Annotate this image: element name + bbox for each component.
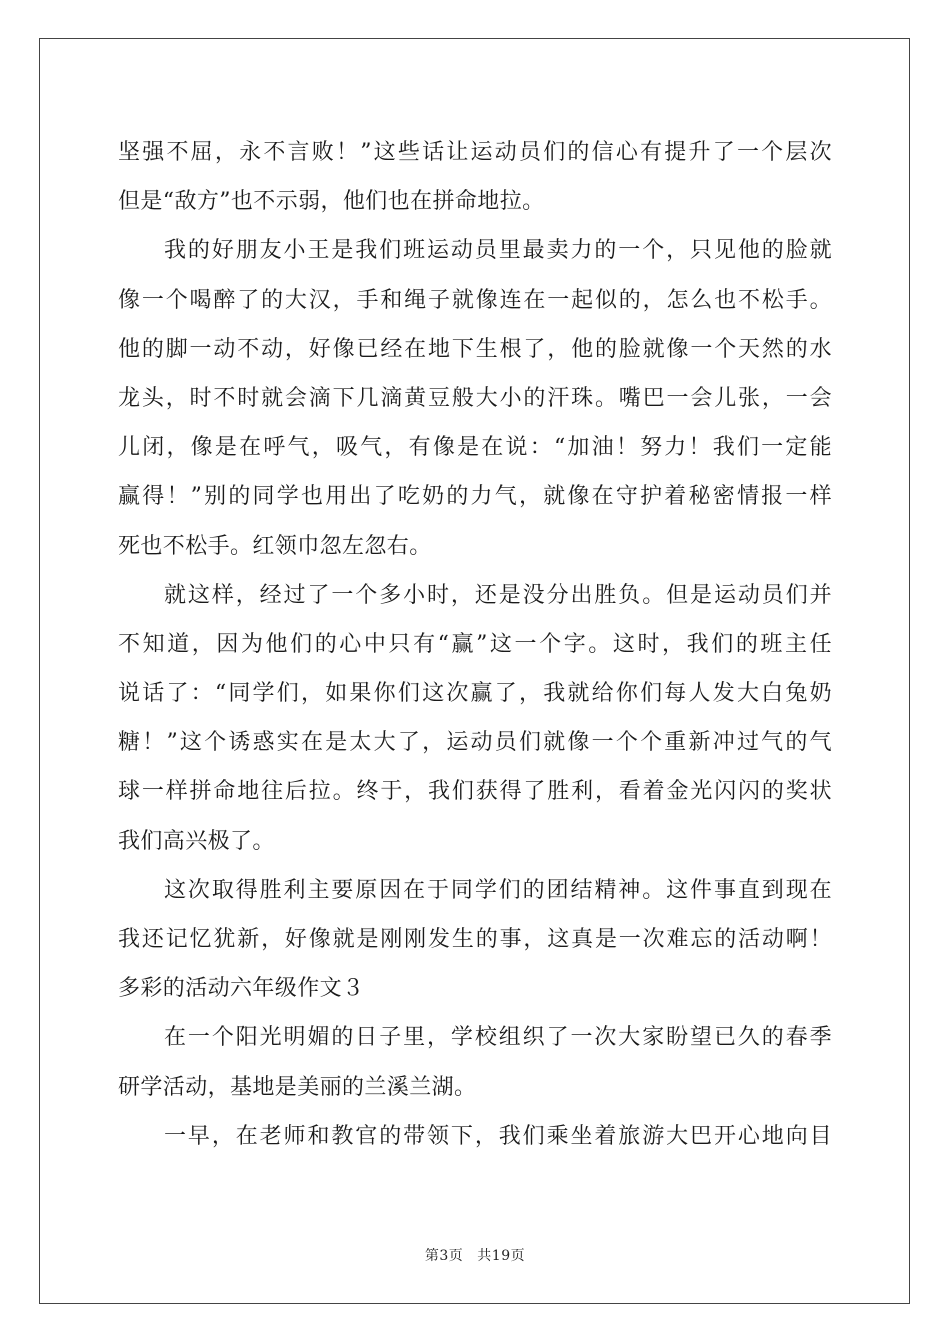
text-line: 儿闭，像是在呼气，吸气，有像是在说：“加油！努力！我们一定能 — [118, 435, 832, 461]
paragraph-start-line: 我的好朋友小王是我们班运动员里最卖力的一个，只见他的脸就 — [164, 238, 832, 264]
text-line: 不知道，因为他们的心中只有“赢”这一个字。这时，我们的班主任 — [118, 631, 832, 657]
section-heading: 多彩的活动六年级作文３ — [118, 976, 365, 1002]
text-line: 像一个喝醉了的大汉，手和绳子就像连在一起似的，怎么也不松手。 — [118, 287, 832, 313]
text-line: 研学活动，基地是美丽的兰溪兰湖。 — [118, 1074, 477, 1100]
text-line: 我还记忆犹新，好像就是刚刚发生的事，这真是一次难忘的活动啊！ — [118, 927, 832, 952]
paragraph-start-line: 这次取得胜利主要原因在于同学们的团结精神。这件事直到现在 — [164, 877, 832, 903]
paragraph-start-line: 就这样，经过了一个多小时，还是没分出胜负。但是运动员们并 — [164, 582, 832, 608]
text-line: 球一样拼命地往后拉。终于，我们获得了胜利，看着金光闪闪的奖状 — [118, 779, 832, 805]
document-body — [118, 128, 832, 1161]
page-number: 第3页 — [424, 1248, 464, 1264]
paragraph-start-line: 一早，在老师和教官的带领下，我们乘坐着旅游大巴开心地向目 — [164, 1123, 832, 1149]
text-line: 但是“敌方”也不示弱，他们也在拼命地拉。 — [118, 189, 545, 215]
text-line: 糖！”这个诱惑实在是太大了，运动员们就像一个个重新冲过气的气 — [118, 730, 832, 756]
text-line: 我们高兴极了。 — [118, 828, 275, 854]
text-line: 坚强不屈，永不言败！”这些话让运动员们的信心有提升了一个层次 — [118, 140, 832, 165]
text-line: 说话了：“同学们，如果你们这次赢了，我就给你们每人发大白兔奶 — [118, 681, 832, 707]
paragraph-start-line: 在一个阳光明媚的日子里，学校组织了一次大家盼望已久的春季 — [164, 1025, 832, 1051]
text-line: 龙头，时不时就会滴下几滴黄豆般大小的汗珠。嘴巴一会儿张，一会 — [118, 385, 832, 411]
page-total: 共19页 — [477, 1248, 526, 1264]
text-line: 死也不松手。红领巾忽左忽右。 — [118, 533, 432, 559]
page-footer — [0, 1245, 950, 1265]
text-line: 他的脚一动不动，好像已经在地下生根了，他的脸就像一个天然的水 — [118, 336, 832, 362]
text-line: 赢得！”别的同学也用出了吃奶的力气，就像在守护着秘密情报一样 — [118, 484, 832, 510]
